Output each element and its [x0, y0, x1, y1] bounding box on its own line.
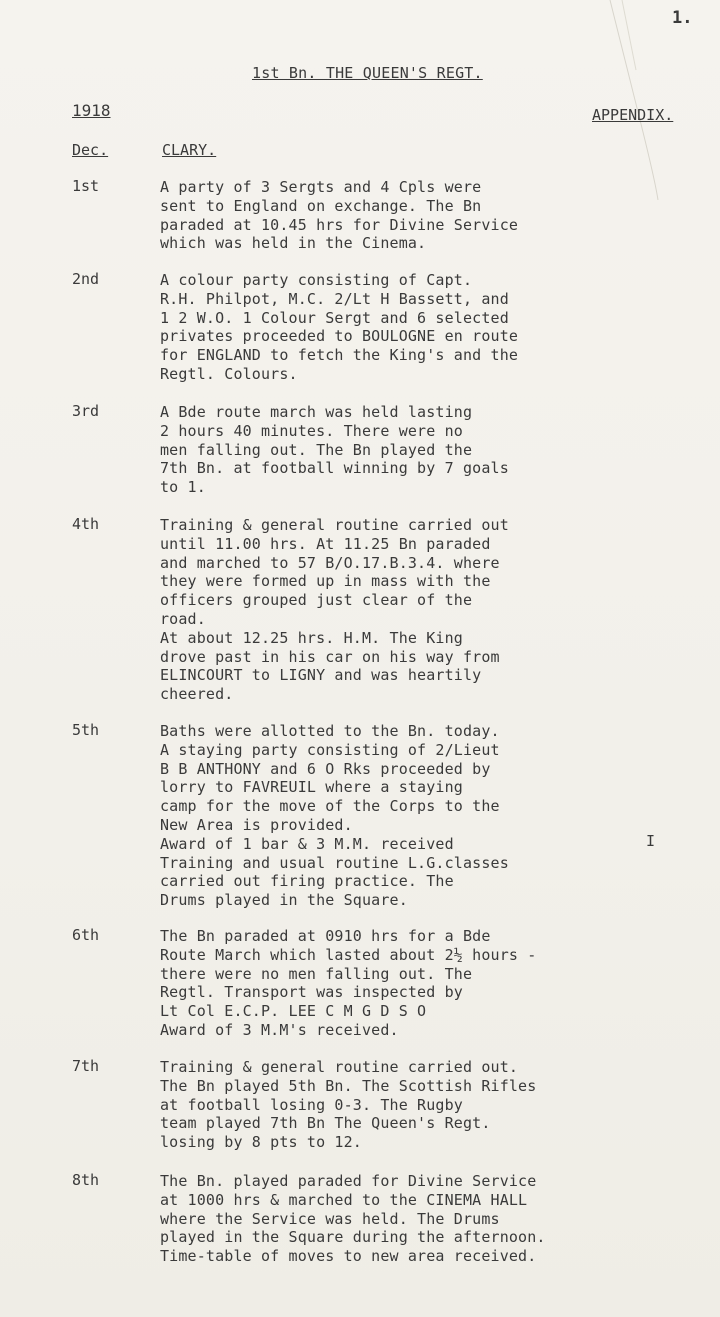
entry-text: Training & general routine carried out until 11.00 hrs. At 11.25 Bn paraded and marched to 57 B/O.17.B.3.4. where they were formed up in mass with the officers grouped just clear of the road. At about 12.25 hrs. H.M. The King drove past in his car on his way from ELINCOURT to LIGNY and was heartily cheered. [160, 516, 509, 704]
appendix-heading: APPENDIX. [592, 106, 674, 124]
entry-text: The Bn paraded at 0910 hrs for a Bde Route March which lasted about 2½ hours - there were no men falling out. The Regtl. Transport was inspected by Lt Col E.C.P. LEE C M G D S O Award of 3 M.M's received. [160, 927, 537, 1039]
entry-day: 4th [72, 515, 100, 533]
entry-text: A party of 3 Sergts and 4 Cpls were sent to England on exchange. The Bn paraded at 10.45 hrs for Divine Service which was held in the Cinema. [160, 178, 519, 253]
page-number: 1. [672, 8, 693, 28]
month-heading: Dec. [72, 141, 109, 159]
year-heading: 1918 [72, 101, 111, 120]
entry-day: 1st [72, 177, 100, 195]
entry-text: A Bde route march was held lasting 2 hours 40 minutes. There were no men falling out. The Bn played the 7th Bn. at football winning by 7 goals to 1. [160, 403, 509, 497]
entry-day: 5th [72, 721, 100, 739]
entry-day: 2nd [72, 270, 100, 288]
paper-crease [600, 0, 660, 200]
margin-mark: I [646, 832, 656, 850]
document-title: 1st Bn. THE QUEEN'S REGT. [252, 64, 483, 82]
entry-day: 8th [72, 1171, 100, 1189]
entry-day: 6th [72, 926, 100, 944]
entry-text: The Bn. played paraded for Divine Service at 1000 hrs & marched to the CINEMA HALL where the Service was held. The Drums played in the Square during the afternoon. Time-table of moves to new area received. [160, 1172, 546, 1266]
entry-day: 3rd [72, 402, 100, 420]
entry-text: Training & general routine carried out. The Bn played 5th Bn. The Scottish Rifles at football losing 0-3. The Rugby team played 7th Bn The Queen's Regt. losing by 8 pts to 12. [160, 1058, 537, 1152]
entry-day: 7th [72, 1057, 100, 1075]
entry-text: A colour party consisting of Capt. R.H. Philpot, M.C. 2/Lt H Bassett, and 1 2 W.O. 1 Colour Sergt and 6 selected privates proceeded to BOULOGNE en route for ENGLAND to fetch the King's and the Regtl. Colours. [160, 271, 519, 383]
location-heading: CLARY. [162, 141, 217, 159]
entry-text: Baths were allotted to the Bn. today. A staying party consisting of 2/Lieut B B ANTHONY and 6 O Rks proceeded by lorry to FAVREUIL where a staying camp for the move of the Corps to the New Area is provided. Award of 1 bar & 3 M.M. received Training and usual routine L.G.classes carried out firing practice. The Drums played in the Square. [160, 722, 509, 910]
